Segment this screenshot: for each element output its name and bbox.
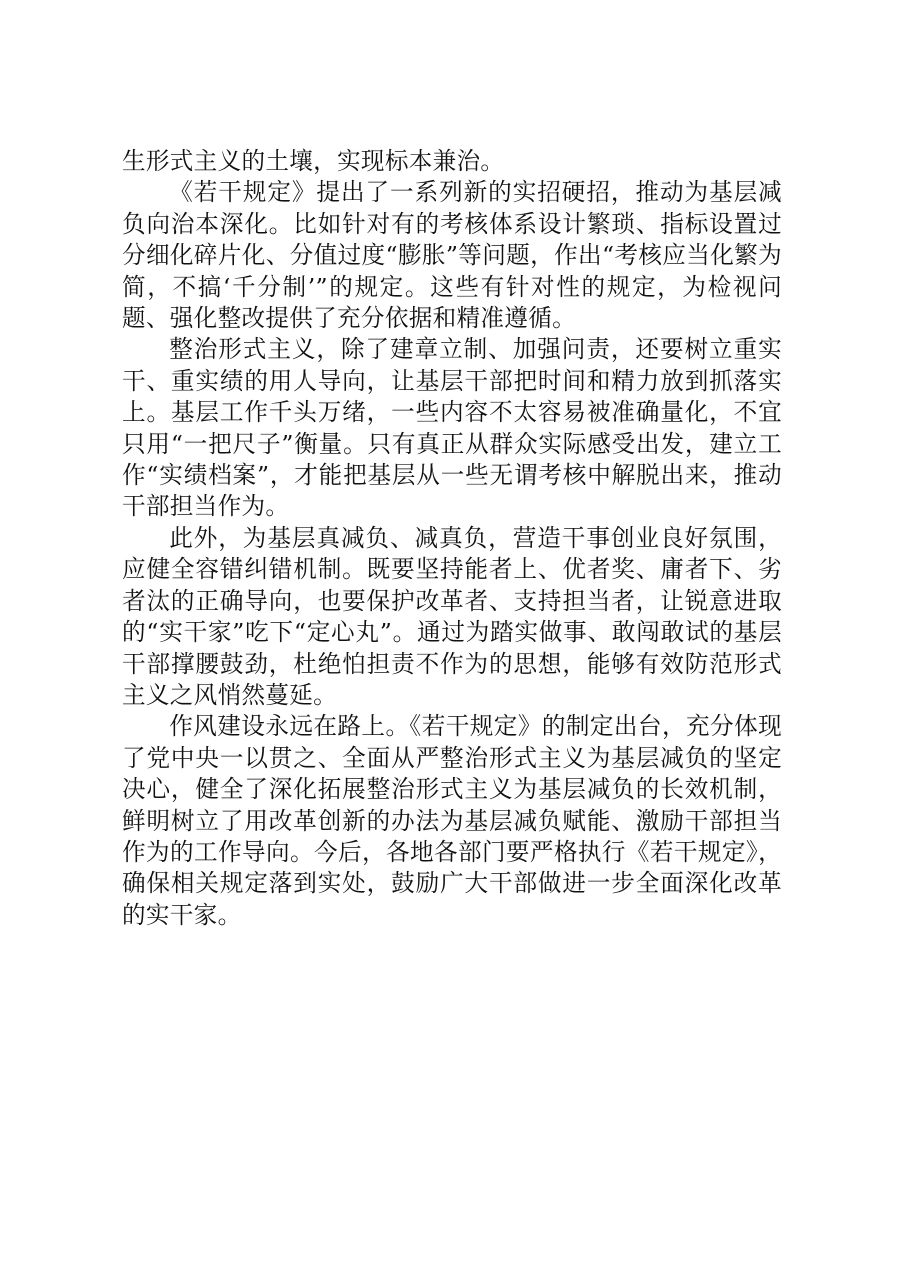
paragraph-2: 《若干规定》提出了一系列新的实招硬招，推动为基层减负向治本深化。比如针对有的考核体系设计繁琐、指标设置过分细化碎片化、分值过度“膨胀”等问题，作出“考核应当化繁为简，不搞‘千分制’”的规定。这些有针对性的规定，为检视问题、强化整改提供了充分依据和精准遵循。 <box>122 178 782 333</box>
paragraph-4: 此外，为基层真减负、减真负，营造干事创业良好氛围，应健全容错纠错机制。既要坚持能者上、优者奖、庸者下、劣者汰的正确导向，也要保护改革者、支持担当者，让锐意进取的“实干家”吃下“定心丸”。通过为踏实做事、敢闯敢试的基层干部撑腰鼓劲，杜绝怕担责不作为的思想，能够有效防范形式主义之风悄然蔓延。 <box>122 523 782 709</box>
paragraph-3: 整治形式主义，除了建章立制、加强问责，还要树立重实干、重实绩的用人导向，让基层干部把时间和精力放到抓落实上。基层工作千头万绪，一些内容不太容易被准确量化，不宜只用“一把尺子”衡量。只有真正从群众实际感受出发，建立工作“实绩档案”，才能把基层从一些无谓考核中解脱出来，推动干部担当作为。 <box>122 335 782 521</box>
article-body <box>122 146 782 931</box>
paragraph-5: 作风建设永远在路上。《若干规定》的制定出台，充分体现了党中央一以贯之、全面从严整治形式主义为基层减负的坚定决心，健全了深化拓展整治形式主义为基层减负的长效机制，鲜明树立了用改革创新的办法为基层减负赋能、激励干部担当作为的工作导向。今后，各地各部门要严格执行《若干规定》，确保相关规定落到实处，鼓励广大干部做进一步全面深化改革的实干家。 <box>122 712 782 929</box>
paragraph-1: 生形式主义的土壤，实现标本兼治。 <box>122 147 505 175</box>
